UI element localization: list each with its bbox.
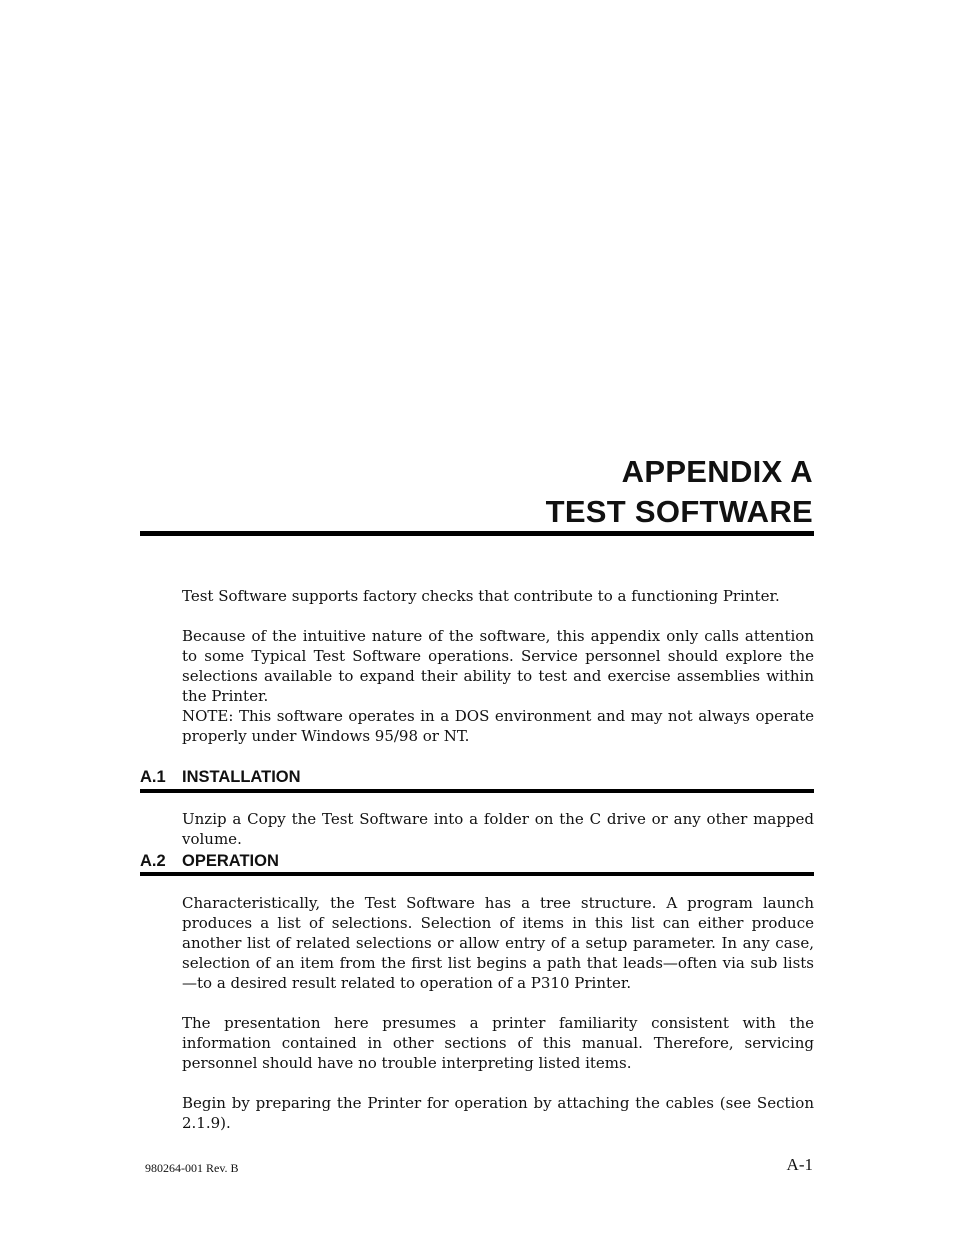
appendix-title-line2: TEST SOFTWARE <box>545 494 813 529</box>
intro-paragraph-1: Test Software supports factory checks that contribute to a functioning Printer. <box>182 587 780 605</box>
appendix-title <box>546 452 813 532</box>
section-number: A.2 <box>140 852 166 870</box>
section-divider <box>140 872 814 876</box>
operation-paragraph-1: Characteristically, the Test Software has a tree structure. A program launch produces a list of selections. Selection of items in this list can either produce another list of related selections or allow entry of a setup parameter. In any case, selection of an item from the first list begins a path that leads—often via sub lists—to a desired result related to operation of a P310 Printer. <box>182 894 814 992</box>
page-number: A-1 <box>786 1155 813 1174</box>
section-title: OPERATION <box>182 852 279 870</box>
appendix-title-line1: APPENDIX A <box>621 454 813 489</box>
section-title: INSTALLATION <box>182 768 301 786</box>
document-number: 980264-001 Rev. B <box>145 1161 239 1175</box>
note-paragraph: NOTE: This software operates in a DOS environment and may not always operate properly under Windows 95/98 or NT. <box>182 707 814 745</box>
section-heading-operation <box>140 851 814 871</box>
section-divider <box>140 789 814 793</box>
section-number: A.1 <box>140 768 166 786</box>
operation-paragraph-3: Begin by preparing the Printer for operation by attaching the cables (see Section 2.1.9). <box>182 1094 814 1132</box>
intro-paragraph-2: Because of the intuitive nature of the software, this appendix only calls attention to some Typical Test Software operations. Service personnel should explore the selections available to expand their ability to test and exercise assemblies within the Printer. <box>182 627 814 705</box>
title-divider <box>140 531 814 536</box>
operation-paragraph-2: The presentation here presumes a printer familiarity consistent with the information contained in other sections of this manual. Therefore, servicing personnel should have no trouble interpreting listed items. <box>182 1014 814 1072</box>
section-heading-installation <box>140 767 814 787</box>
installation-paragraph: Unzip a Copy the Test Software into a folder on the C drive or any other mapped volume. <box>182 810 814 848</box>
